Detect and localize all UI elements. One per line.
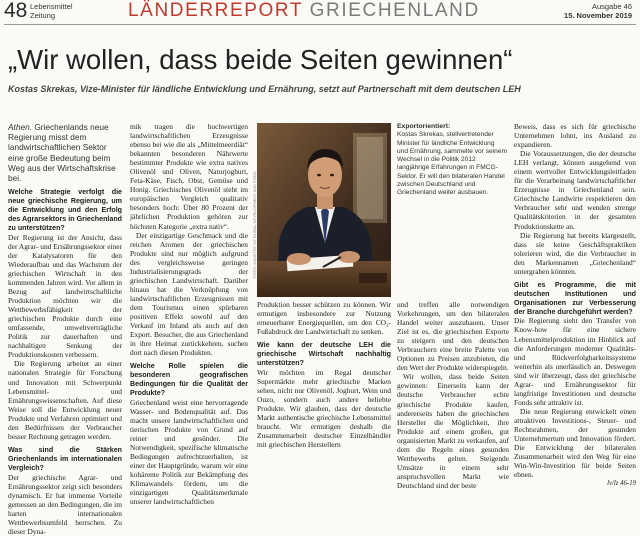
publication-line-2: Zeitung (30, 11, 56, 20)
publication-name (30, 2, 73, 20)
author-signature: lv/lz 46-19 (607, 480, 636, 488)
body-paragraph: Die neue Regierung entwickelt einen attraktiven Investitions-, Steuer- und Rechtsrahmen, der gesunden Unternehmertum und Innovation fördert. Die Entwicklung der bilateralen Zusammenarbeit wird den Weg für eine Win-Win-Investition für beide Seiten ebnen. (514, 406, 636, 480)
body-paragraph: Wir möchten im Regal deutscher Supermärkte mehr griechische Marken sehen, nicht nur Olivenöl, Joghurt, Wein und Ouzo, sondern auch andere beliebte Produkte. Wir glauben, dass der deutsche Markt authentische griechische Lebensmittel braucht. Wir ermutigen deshalb die Zusammenarbeit deutscher Einzelhändler mit griechischen Herstellern (257, 367, 391, 450)
article-column-5 (514, 122, 636, 506)
body-paragraph: Beweis, dass es sich für griechische Unternehmen lohnt, ins Ausland zu expandieren. (514, 122, 636, 150)
portrait-illustration (257, 123, 391, 297)
intro-text: Griechenlands neue Regierung misst dem landwirtschaftlichen Sektor eine große Bedeutung beim Weg aus der Wirtschaftskrise bei. (8, 122, 116, 184)
rubric-griechenland: GRIECHENLAND (309, 0, 480, 21)
issue-date: 15. November 2019 (564, 11, 632, 20)
issue-number: Ausgabe 46 (591, 2, 632, 11)
rubric-laenderreport: LÄNDERREPORT (128, 0, 303, 21)
issue-info (564, 2, 632, 20)
interview-question: Welche Rolle spielen die besonderen geografischen Bedingungen für die Qualität der Produkte? (130, 362, 248, 397)
photo-credit: FOTO: MINISTRY OF RURAL DEVELOPMENT AND FOOD (252, 171, 257, 278)
photo-caption (397, 123, 507, 198)
body-paragraph: Griechenland weist eine hervorragende Wasser- und Bodenqualität auf. Das macht unsere landwirtschaftlichen und tierischen Produkte von Grund auf reiner und gesünder. Die Notwendigkeit, spezifische klimatische Bedingungen aufrechtzuerhalten, ist einer der Hauptgründe, warum wir eine kohärente Politik zur Bekämpfung des Klimawandels fördern, um die einzigartigen Qualitätsmerkmale unserer landwirtschaftlichen (130, 397, 248, 507)
body-paragraph: Die Regierung sieht den Transfer von Know-how für eine sichere Lebensmittelproduktion im Hinblick auf die Anforderungen moderner Qualitäts- und Rückverfolgbarkeitssysteme weiterhin als unerlässlich an. Deswegen sind wir überzeugt, dass der griechische Agrar- und Ernährungssektor für langfristige Investitionen und deutsche Fonds sehr attraktiv ist. (514, 316, 636, 407)
body-paragraph: Wir wollen, dass beide Seiten gewinnen: Einerseits kann der deutsche Verbraucher echte griechische Produkte kaufen, andererseits haben die griechischen Hersteller die Möglichkeit, ihre Produkte auf einem großen, gut organisierten Markt zu verkaufen, auf dem die Regeln eines gesunden Wettbewerbs gelten. Steigende Umsätze in einem sehr anspruchsvollen Markt wie Deutschland sind der beste (397, 372, 509, 490)
body-paragraph: Der griechische Agrar- und Ernährungssektor zeigt sich besonders dynamisch. Er hat immense Vorteile gemessen an den Bedingungen, die im harten internationalen Wettbewerbsumfeld herrschen. Zu dieser Dyna- (8, 472, 122, 536)
page-number: 48 (4, 0, 28, 22)
body-paragraph: Die Voraussetzungen, die der deutsche LEH verlangt, können ausgehend von einem wertvoller Entwicklungsleitfaden für die Verarbeitung landwirtschaftlicher Erzeugnisse in Griechenland sein. Griechische Landwirte respektieren den Verbraucher sehr und wenden strenge Qualitätskriterien in der gesamten Produktionskette an. (514, 149, 636, 231)
column-3-body (257, 300, 391, 449)
article-column-2 (130, 122, 248, 508)
column-2-body (130, 122, 248, 506)
body-paragraph: Der einzigartige Geschmack und die reichen Aromen der griechischen Produkte sind nur möglich aufgrund des vergleichsweise geringen Industrialisierungsgrads der griechischen Landwirtschaft. Darüber hinaus hat die Verknüpfung von landwirtschaftlichen Erzeugnissen mit dem Tourismus einen spürbaren positiven Effekt sowohl auf den Verkauf im Inland als auch auf den Export. Besucher, die aus Griechenland in ihre Heimat zurückkehren, suchen dort nach diesen Produkten. (130, 230, 248, 358)
interview-question: Was sind die Stärken Griechenlands im internationalen Vergleich? (8, 445, 122, 472)
article-column-3 (257, 300, 391, 506)
column-4-body (397, 300, 509, 490)
publication-line-1: Lebensmittel (30, 2, 73, 11)
masthead-divider (4, 24, 636, 25)
article-column-1 (8, 122, 122, 536)
column-5-body-bottom (514, 281, 636, 479)
section-rubric (128, 0, 480, 22)
article-intro (8, 122, 122, 183)
interview-question: Welche Strategie verfolgt die neue griechische Regierung, um die Entwicklung und den Erfolg des Agrarsektors in Griechenland zu unterstützen? (8, 188, 122, 232)
dateline: Athen. (8, 122, 32, 132)
body-paragraph: Die Regierung arbeitet an einer nationalen Strategie für Forschung und Innovation mit Schwerpunkt Lebensmittel- und Ernährungswissenschaften. Auf diese Weise soll die Entwicklung neuer Produkte und Verfahren optimiert und den Bedürfnissen der Verbraucher besser Rechnung getragen werden. (8, 359, 122, 441)
column-1-body (8, 188, 122, 536)
body-paragraph: Der Regierung ist der Ansicht, dass der Agrar- und Ernährungssektor einer der Katalysatoren für den Wiederaufbau und das Wachstum der griechischen Wirtschaft in den kommenden Jahren wird. Vor allem in Bezug auf landwirtschaftliche Produktion möchten wir die Wettbewerbsfähigkeit der griechischen Produkte durch eine umfassende, umweltverträgliche Politik zur dauerhaften und nachhaltigen Senkung der Produktionskosten verbessern. (8, 232, 122, 360)
interview-question: Wie kann der deutsche LEH die griechische Wirtschaft nachhaltig unterstützen? (257, 341, 391, 367)
column-5-body-top (514, 122, 636, 276)
caption-heading: Exportorientiert: (397, 123, 451, 130)
body-paragraph: mik tragen die hochwertigen landwirtschaftlichen Erzeugnisse ebenso bei wie die als „Mittelmeerdiät“ bekannten besonderen Nährwerte bestimmter Produkte wie extra natives Olivenöl und Oliven, Naturjoghurt, Feta-Käse, Fisch, Obst, Gemüse und Honig. Griechisches Olivenöl steht im europäischen Vergleich qualitativ besonders hoch: Über 80 Prozent der jährlichen Produktion gehören zur höchsten Kategorie „extra nativ“. (130, 122, 248, 231)
body-paragraph: Produktion besser schützen zu können. Wir ermutigen insbesondere zur Nutzung erneuerbarer Energiequellen, um den CO₂-Fußabdruck der Landwirtschaft zu senken. (257, 300, 391, 337)
body-paragraph: Die Regierung hat bereits klargestellt, dass sie keine Geschäftspraktiken tolerieren wird, die die Verbraucher in den Markennamen „Griechenland“ untergraben könnten. (514, 230, 636, 276)
article-column-4 (397, 300, 509, 506)
article-deck: Kostas Skrekas, Vize-Minister für ländliche Entwicklung und Ernährung, setzt auf Partnerschaft mit dem deutschen LEH (8, 84, 521, 94)
interview-question: Gibt es Programme, die mit deutschen Institutionen und Organisationen zur Verbesserung der Branche durchgeführt werden? (514, 280, 636, 316)
caption-text: Kostas Skrekas, stellvertretender Minister für ländliche Entwicklung und Ernährung, sammelte vor seinem Wechsel in die Politik 2012 langjährige Erfahrungen in FMCG-Sektor. Er will den bilateralen Handel zwischen Deutschland und Griechenland weiter ausbauen. (397, 131, 507, 197)
body-paragraph: und treffen alle notwendigen Vorkehrungen, um den bilateralen Handel weiter auszubauen. Unser Ziel ist es, die griechischen Exporte zu steigern und den deutschen Verbrauchern eine breite Palette von Optionen zu Preisen anzubieten, die den Wert der Produkte widerspiegeln. (397, 300, 509, 373)
minister-photo (257, 123, 391, 297)
article-headline: „Wir wollen, dass beide Seiten gewinnen“ (8, 44, 513, 75)
